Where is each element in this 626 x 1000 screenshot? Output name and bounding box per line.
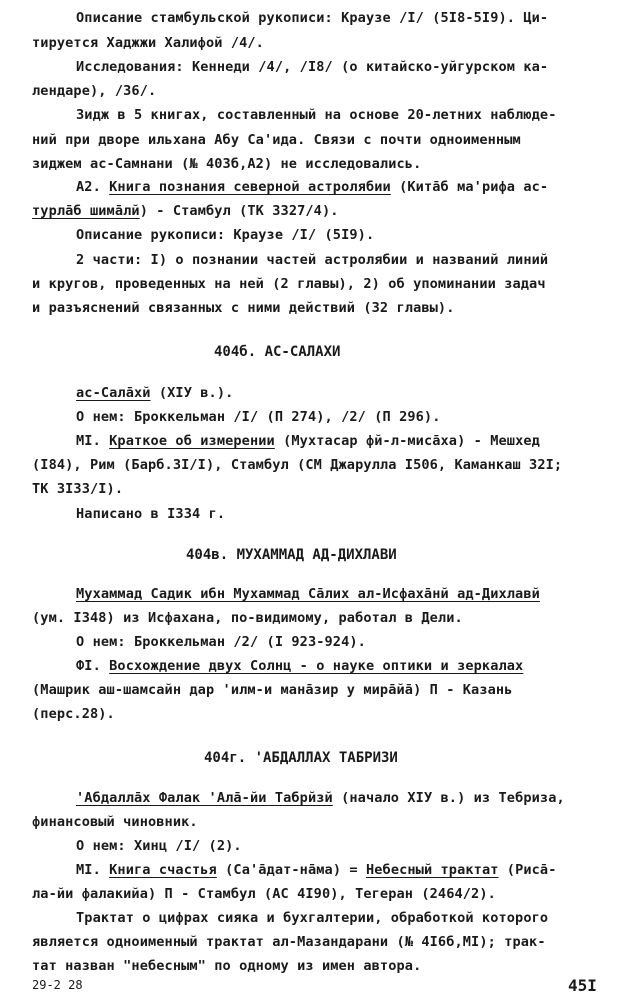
text-line: финансовый чиновник. [32,814,198,830]
text-line: (перс.28). [32,706,115,722]
text-line: ТК 3I33/I). [32,481,124,497]
underlined-title: Книга познания северной астролябии [109,179,391,195]
text-line: Трактат о цифрах сияка и бухгалтерии, обработкой которого [76,910,549,926]
text-line: Зидж в 5 книгах, составленный на основе 20-летних наблюде- [76,107,557,123]
text-line: МI. Краткое об измерении (Мухтасар фй-л-мисāха) - Мешхед [76,433,540,449]
section-heading: 404г. 'АБДАЛЛАХ ТАБРИЗИ [204,750,398,766]
author-name: ас-Салāхй [76,385,151,401]
text-line: 2 части: I) о познании частей астролябии и названий линий [76,252,549,268]
author-name: 'Абдаллāх Фалак 'Алā-йи Табрйзй [76,790,333,806]
text-line: и кругов, проведенных на ней (2 главы), 2) об упоминании задач [32,276,546,292]
text-line: Исследования: Кеннеди /4/, /I8/ (о китайско-уйгурском ка- [76,59,549,75]
underlined-title: Краткое об измерении [109,433,275,449]
text-line: лендаре), /36/. [32,83,157,99]
text-line [76,585,540,603]
text-line: О нем: Хинц /I/ (2). [76,838,242,854]
text-line: ла-йи фалакийа) П - Стамбул (АС 4I90), Тегеран (2464/2). [32,886,496,902]
section-heading: 404в. МУХАММАД АД-ДИХЛАВИ [186,547,397,563]
text-line: и разъяснений связанных с ними действий (32 главы). [32,300,455,316]
text-line: тируется Хаджжи Халифой /4/. [32,35,264,51]
text-line: А2. Книга познания северной астролябии (Китāб ма'рифа ас- [76,179,549,195]
author-name: Мухаммад Садик ибн Мухаммад Сāлих ал-Исфахāнй ад-Дихлавй [76,586,540,602]
text-line: Описание стамбульской рукописи: Краузе /I/ (5I8-5I9). Ци- [76,10,549,26]
text-line: (I84), Рим (Барб.3I/I), Стамбул (СМ Джарулла I506, Каманкаш 32I; [32,457,563,473]
text-line: является одноименный трактат ал-Мазандарани (№ 4I6б,МI); трак- [32,934,546,950]
text-line: О нем: Броккельман /2/ (I 923-924). [76,634,366,650]
page-number: 45I [568,976,597,995]
text-line: Написано в I334 г. [76,506,226,522]
text-line: ний при дворе ильхана Абу Са'ида. Связи с почти одноименным [32,132,521,148]
text-line: (ум. I348) из Исфахана, по-видимому, работал в Дели. [32,610,463,626]
text-line: О нем: Броккельман /I/ (П 274), /2/ (П 296). [76,409,441,425]
text-line: (Машрик аш-шамсайн дар 'илм-и манāзир у мирāйā) П - Казань [32,682,513,698]
section-heading: 404б. АС-САЛАХИ [214,344,341,360]
text-line: ФI. Восхождение двух Солнц - о науке оптики и зеркалах [76,658,524,674]
text-line: 'Абдаллāх Фалак 'Алā-йи Табрйзй (начало XIУ в.) из Тебриза, [76,790,565,806]
text-line: турлāб шимāлй) - Стамбул (ТК 3327/4). [32,203,339,219]
underlined-title: Небесный трактат [365,862,499,878]
text-line: тат назван "небесным" по одному из имен автора. [32,958,422,974]
print-code: 29-2 28 [32,978,83,992]
text-line: зиджем ас-Самнани (№ 403б,А2) не исследовались. [32,156,422,172]
text-line: МI. Книга счастья (Са'āдат-нāма) = Небесный трактат (Рисā- [76,862,557,878]
underlined-title: Книга счастья [109,862,217,878]
text-line: ас-Салāхй (XIУ в.). [76,385,234,401]
underlined-title: Восхождение двух Солнц - о науке оптики и зеркалах [109,658,524,674]
underlined-title: турлāб шимāлй [32,203,140,219]
text-line: Описание рукописи: Краузе /I/ (5I9). [76,227,375,243]
